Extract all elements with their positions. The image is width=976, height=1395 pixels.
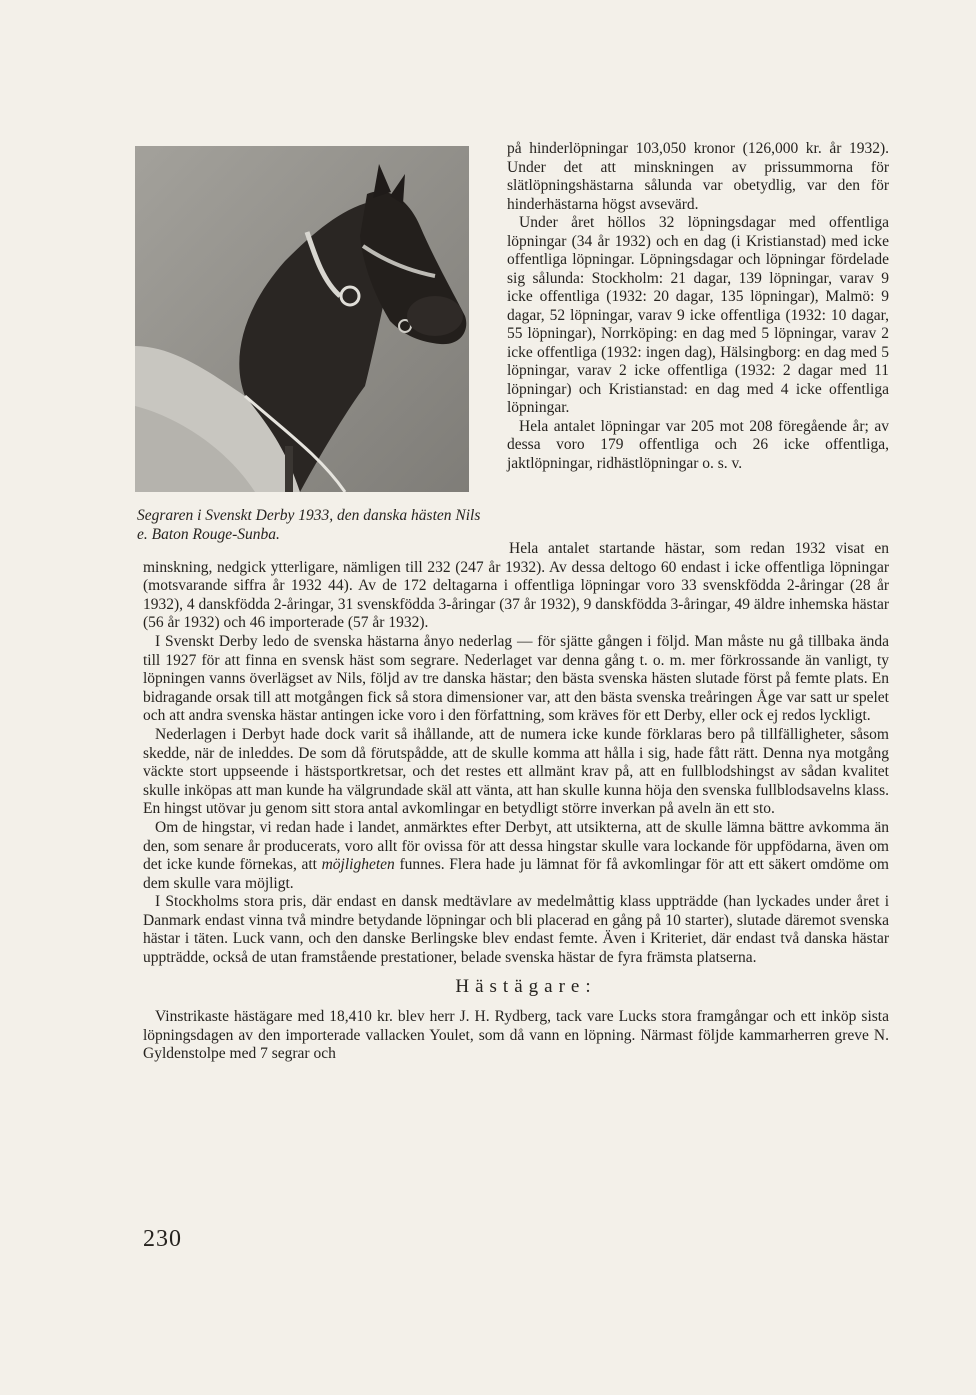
paragraph-race-days: Under året höllos 32 löpningsdagar med offentliga löpningar (34 år 1932) och en dag (i Kristianstad) med icke offentliga löpningar. Löpningsdagar och löpningar fördelade sig sålunda: Stockholm: 21 dagar, 139 löpningar, varav 9 icke offentliga (1932: 20 dagar, 135 löpningar), Malmö: 9 dagar, 52 löpningar, varav 9 icke offentliga (1932: 10 dagar, 55 löpningar), Norrköping: en dag med 5 löpningar, varav 2 icke offentliga (1932: ingen dag), Hälsingborg: en dag med 5 löpningar, varav 2 icke offentliga (1932: 2 dagar med 11 löpningar) och Kristianstad: en dag med 4 icke offentliga löpningar. [507,214,889,416]
horse-image [135,146,469,492]
paragraph-grand-prix: I Stockholms stora pris, där endast en dansk medtävlare av medelmåttig klass uppträdde (han lyckades under året i Danmark endast vinna två mindre betydande löpningar och bli placerad en gång på 10 starter), slutade däremot svenska hästar i täten. Luck vann, och den danske Berlingske blev endast femte. Även i Kriteriet, där endast två danska hästar uppträdde, också de utan framstående prestationer, belade svenska hästar de fyra främsta platserna. [143,893,889,967]
page-number: 230 [143,1226,182,1252]
paragraph-defeats: Nederlagen i Derbyt hade dock varit så ihållande, att de numera icke kunde förklaras bero på tillfälligheter, såsom skedde, när de inleddes. De som då förutspådde, att de skulle komma att hålla i sig, hade fått rätt. Denna nya motgång väckte stort uppseende i hästsportkretsar, och det restes ett allmänt krav på, att en fullblodshingst av sådan kvalitet skulle inköpas att man kunde ha välgrundade skäl att vänta, att han skulle kunna höja den svenska fullblodsavelns klass. En hingst utövar ju genom sitt stora antal avkomlingar en betydligt större inverkan på aveln än ett sto. [143,725,889,818]
stallions-emphasis: möjligheten [321,856,395,874]
main-text [143,540,889,1064]
paragraph-derby: I Svenskt Derby ledo de svenska hästarna ånyo nederlag — för sjätte gången i följd. Man måste nu gå tillbaka ända till 1927 för att finna en svensk häst som segrare. Nederlaget var denna gång t. o. m. mer förkrossande än vanligt, ty löpningen vanns överlägset av Nils, följd av tre danska hästar; den bästa svenska hästen slutade först på femte plats. En bidragande orsak till att motgången fick så stora dimensioner var, att den bästa svenska treåringen Åge var satt ur spelet och att andra svenska hästar antingen icke voro i den författning, som kräves för ett Derby, eller ock ej redos lyckligt. [143,632,889,725]
paragraph-race-totals: Hela antalet löpningar var 205 mot 208 föregående år; av dessa voro 179 offentliga och 26 icke offentliga, jaktlöpningar, ridhästlöpningar o. s. v. [507,417,889,472]
section-heading: Hästägare: [455,975,597,997]
paragraph-owners: Vinstrikaste hästägare med 18,410 kr. blev herr J. H. Rydberg, tack vare Lucks stora framgångar och ett inköp sista löpningsdagen av den importerade vallacken Youlet, som då vann en löpning. Närmast följde kammarherren greve N. Gyldenstolpe med 7 segrar och [143,1008,889,1063]
paragraph-prize-money: på hinderlöpningar 103,050 kronor (126,000 kr. år 1932). Under det att minskningen av prissummorna för slätlöpningshästarna sålunda var obetydlig, var den för hinderhästarna högst avsevärd. [507,140,889,213]
paragraph-stallions [143,819,889,893]
paragraph-starters: Hela antalet startande hästar, som redan 1932 visat en minskning, nedgick ytterligare, nämligen till 232 (247 år 1932). Av dessa deltogo 60 endast i icke offentliga löpningar (motsvarande siffra år 1932 44). Av de 172 deltagarna i offentliga löpningar voro 33 svenskfödda 2-åringar (28 år 1932), 4 danskfödda 2-åringar, 31 svenskfödda 3-åringar (37 år 1932), 9 danskfödda 3-åringar, 49 äldre inhemska hästar (56 år 1932) och 46 importerade (57 år 1932). [143,540,889,632]
stallions-text-after: funnes. Flera hade ju lämnat för få avkomlingar för att ett säkert omdöme om dem skulle vara möjligt. [143,856,889,892]
horse-photo [135,146,469,492]
right-column-text [507,140,889,473]
stallions-text-before: Om de hingstar, vi redan hade i landet, anmärktes efter Derbyt, att utsikterna, att de skulle lämna bättre avkomma än den, som senare år producerats, voro allt för ovissa för att dessa hingstar skulle vara lockande för uppfödarna, även om det icke kunde förnekas, att [143,818,889,874]
photo-caption: Segraren i Svenskt Derby 1933, den danska hästen Nils e. Baton Rouge-Sunba. [137,507,481,543]
